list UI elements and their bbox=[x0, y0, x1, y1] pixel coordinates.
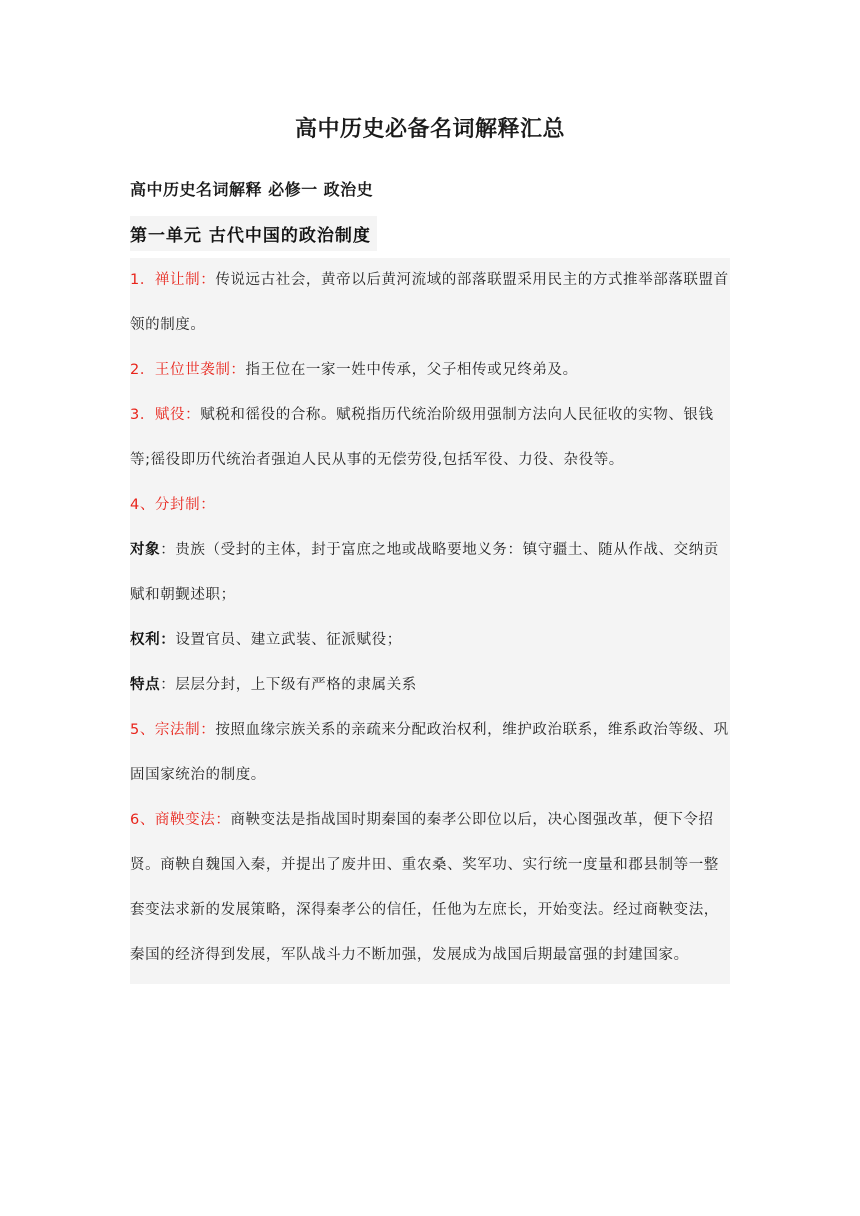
object-text: ：贵族（受封的主体，封于富庶之地或战略要地义务：镇守疆土、随从作战、交纳贡赋和朝觐述职； bbox=[130, 542, 719, 603]
entry-term: 1．禅让制： bbox=[130, 272, 216, 288]
entry-term: 6、商鞅变法： bbox=[130, 812, 231, 828]
unit-heading: 第一单元 古代中国的政治制度 bbox=[130, 216, 377, 251]
entry-shanrang bbox=[130, 258, 730, 348]
entry-fenfeng-heading bbox=[130, 483, 730, 528]
rights-label: 权利： bbox=[130, 632, 176, 648]
document-title: 高中历史必备名词解释汇总 bbox=[294, 117, 565, 142]
entry-shangyang-bianfa bbox=[130, 798, 730, 978]
entry-term: 3．赋役： bbox=[130, 407, 201, 423]
entry-wangwei-shixi bbox=[130, 348, 730, 393]
entry-text: 指王位在一家一姓中传承，父子相传或兄终弟及。 bbox=[245, 362, 578, 378]
rights-text: 设置官员、建立武装、征派赋役； bbox=[175, 632, 402, 648]
entry-term: 5、宗法制： bbox=[130, 722, 216, 738]
entry-text: 传说远古社会，黄帝以后黄河流域的部落联盟采用民主的方式推举部落联盟首领的制度。 bbox=[130, 272, 729, 333]
entry-fenfeng-rights bbox=[130, 618, 730, 663]
entry-fenfeng-object bbox=[130, 528, 730, 618]
entry-fuyi bbox=[130, 393, 730, 483]
feature-label: 特点 bbox=[130, 677, 161, 693]
entry-fenfeng-feature bbox=[130, 663, 730, 708]
object-label: 对象 bbox=[130, 542, 161, 558]
entry-term: 4、分封制： bbox=[130, 497, 216, 513]
entry-text: 赋税和徭役的合称。赋税指历代统治阶级用强制方法向人民征收的实物、银钱等;徭役即历代统治者强迫人民从事的无偿劳役,包括军役、力役、杂役等。 bbox=[130, 407, 714, 468]
entry-term: 2．王位世袭制： bbox=[130, 362, 246, 378]
feature-text: ：层层分封，上下级有严格的隶属关系 bbox=[160, 677, 417, 693]
entry-text: 商鞅变法是指战国时期秦国的秦孝公即位以后，决心图强改革，便下令招贤。商鞅自魏国入秦，并提出了废井田、重农桑、奖军功、实行统一度量和郡县制等一整套变法求新的发展策略，深得秦孝公的信任，任他为左庶长，开始变法。经过商鞅变法，秦国的经济得到发展，军队战斗力不断加强，发展成为战国后期最富强的封建国家。 bbox=[130, 812, 719, 963]
entry-text: 按照血缘宗族关系的亲疏来分配政治权利，维护政治联系，维系政治等级、巩固国家统治的制度。 bbox=[130, 722, 729, 783]
document-subtitle: 高中历史名词解释 必修一 政治史 bbox=[130, 180, 374, 199]
glossary-content bbox=[130, 258, 730, 984]
entry-zongfa bbox=[130, 708, 730, 798]
